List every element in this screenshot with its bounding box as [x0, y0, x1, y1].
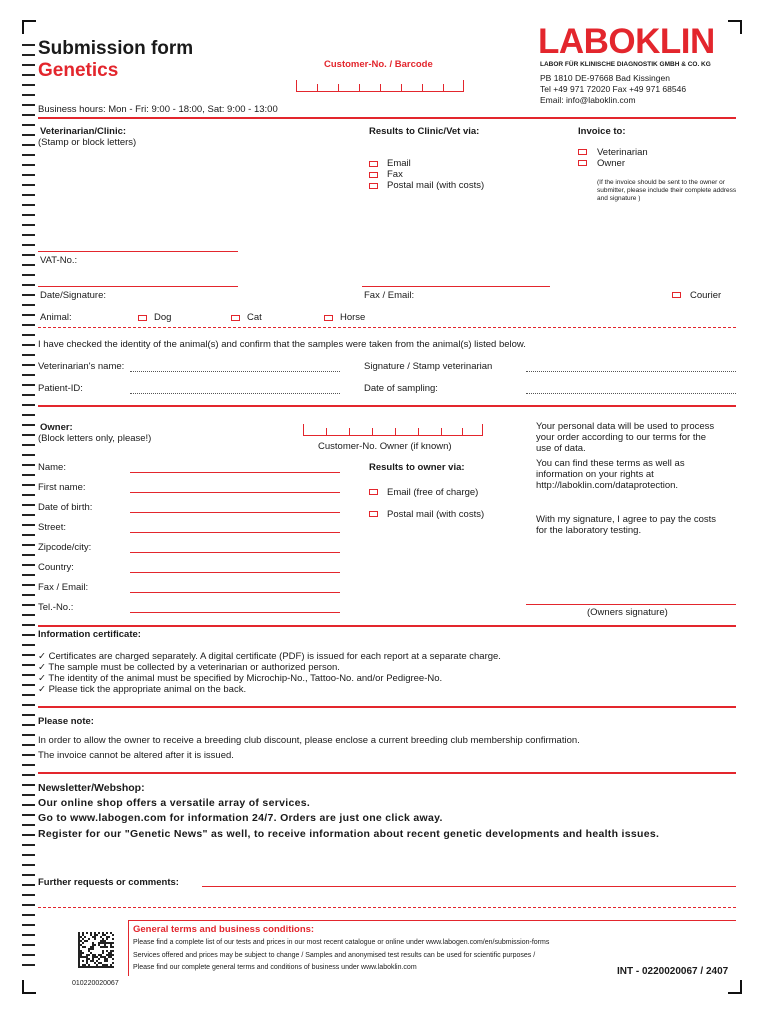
edge-tick — [22, 334, 35, 336]
results-postal-label: Postal mail (with costs) — [387, 180, 485, 191]
invoice-owner-label: Owner — [597, 158, 625, 169]
please-note-line: In order to allow the owner to receive a breeding club discount, please enclose a current breeding club membership confirmation. — [38, 735, 580, 746]
edge-tick — [22, 484, 35, 486]
edge-tick — [22, 784, 35, 786]
animal-cat-checkbox[interactable] — [231, 315, 240, 321]
edge-tick — [22, 274, 35, 276]
edge-tick — [22, 834, 35, 836]
edge-tick — [22, 794, 35, 796]
edge-tick — [22, 744, 35, 746]
results-fax-label: Fax — [387, 169, 403, 180]
newsletter-line: Our online shop offers a versatile array of services. — [38, 797, 311, 809]
edge-tick — [22, 504, 35, 506]
edge-tick — [22, 264, 35, 266]
edge-tick — [22, 574, 35, 576]
edge-tick — [22, 594, 35, 596]
edge-tick — [22, 104, 35, 106]
date-signature-label: Date/Signature: — [40, 290, 107, 301]
edge-tick — [22, 184, 35, 186]
edge-tick — [22, 524, 35, 526]
further-requests-field-line2[interactable] — [38, 907, 736, 908]
edge-tick — [22, 374, 35, 376]
results-owner-email-label: Email (free of charge) — [387, 487, 479, 498]
business-hours: Business hours: Mon - Fri: 9:00 - 18:00, Sat: 9:00 - 13:00 — [38, 104, 278, 115]
edge-tick — [22, 304, 35, 306]
edge-tick — [22, 44, 35, 46]
results-email-label: Email — [387, 158, 411, 169]
corner-mark-top-right — [728, 20, 742, 34]
edge-tick — [22, 654, 35, 656]
edge-tick — [22, 854, 35, 856]
company-name: LABOR FÜR KLINISCHE DIAGNOSTIK GMBH & CO. KG — [540, 61, 711, 68]
edge-tick — [22, 214, 35, 216]
edge-tick — [22, 874, 35, 876]
edge-tick — [22, 414, 35, 416]
edge-tick — [22, 94, 35, 96]
owner-field-input[interactable] — [130, 512, 340, 513]
owner-field-label: Date of birth: — [38, 502, 93, 513]
edge-tick — [22, 234, 35, 236]
invoice-note: (If the invoice should be sent to the owner or submitter, please include their complete address and signature ) — [597, 179, 737, 202]
customer-no-barcode-field[interactable] — [296, 80, 464, 92]
courier-checkbox[interactable] — [672, 292, 681, 298]
edge-tick — [22, 674, 35, 676]
edge-tick — [22, 634, 35, 636]
edge-tick — [22, 114, 35, 116]
edge-tick — [22, 434, 35, 436]
edge-tick — [22, 724, 35, 726]
results-via-label: Results to Clinic/Vet via: — [369, 126, 480, 137]
edge-tick — [22, 884, 35, 886]
edge-tick — [22, 864, 35, 866]
edge-tick — [22, 74, 35, 76]
date-sampling-field[interactable] — [526, 393, 736, 394]
edge-tick — [22, 144, 35, 146]
owner-field-input[interactable] — [130, 552, 340, 553]
vat-label: VAT-No.: — [40, 255, 78, 266]
animal-horse-checkbox[interactable] — [324, 315, 333, 321]
edge-tick — [22, 494, 35, 496]
laboklin-logo: LABOKLIN — [538, 22, 715, 61]
edge-tick — [22, 464, 35, 466]
edge-tick — [22, 394, 35, 396]
page-subtitle: Genetics — [38, 60, 119, 81]
edge-tick — [22, 154, 35, 156]
edge-tick — [22, 704, 35, 706]
edge-tick — [22, 174, 35, 176]
edge-tick — [22, 914, 35, 916]
divider — [38, 327, 736, 328]
identity-statement: I have checked the identity of the animal(s) and confirm that the samples were taken from the animal(s) listed below. — [38, 339, 526, 350]
results-owner-email-checkbox[interactable] — [369, 489, 378, 495]
edge-tick — [22, 354, 35, 356]
edge-tick — [22, 424, 35, 426]
owner-field-label: Street: — [38, 522, 66, 533]
invoice-to-label: Invoice to: — [578, 126, 626, 137]
edge-tick — [22, 404, 35, 406]
edge-tick — [22, 454, 35, 456]
edge-tick — [22, 664, 35, 666]
corner-mark-bottom-right — [728, 980, 742, 994]
edge-tick — [22, 684, 35, 686]
animal-dog-checkbox[interactable] — [138, 315, 147, 321]
results-postal-checkbox[interactable] — [369, 183, 378, 189]
info-certificate-item: ✓ The identity of the animal must be specified by Microchip-No., Tattoo-No. and/or Pedigree-No. — [38, 673, 443, 684]
barcode-number: 010220020067 — [72, 980, 119, 987]
edge-tick — [22, 894, 35, 896]
company-email: Email: info@laboklin.com — [540, 95, 636, 105]
vat-line — [38, 251, 238, 252]
edge-tick — [22, 194, 35, 196]
divider — [38, 625, 736, 627]
edge-tick — [22, 964, 35, 966]
edge-tick — [22, 344, 35, 346]
invoice-veterinarian-checkbox[interactable] — [578, 149, 587, 155]
animal-horse-label: Horse — [340, 312, 366, 323]
vet-name-label: Veterinarian's name: — [38, 361, 125, 372]
owner-field-input[interactable] — [130, 472, 340, 473]
edge-tick — [22, 934, 35, 936]
edge-tick — [22, 924, 35, 926]
divider — [38, 772, 736, 774]
customer-no-owner-field[interactable] — [303, 424, 483, 436]
agree-text: With my signature, I agree to pay the costs for the laboratory testing. — [536, 514, 717, 536]
edge-tick — [22, 954, 35, 956]
edge-tick — [22, 604, 35, 606]
edge-tick — [22, 734, 35, 736]
edge-tick — [22, 804, 35, 806]
newsletter-line: Go to www.labogen.com for information 24/7. Orders are just one click away. — [38, 812, 443, 824]
edge-tick — [22, 244, 35, 246]
company-address: PB 1810 DE-97668 Bad Kissingen — [540, 73, 670, 83]
edge-tick — [22, 844, 35, 846]
results-owner-label: Results to owner via: — [369, 462, 465, 473]
divider — [38, 117, 736, 119]
edge-tick — [22, 584, 35, 586]
owner-field-label: Fax / Email: — [38, 582, 89, 593]
edge-tick — [22, 64, 35, 66]
page-title: Submission form — [38, 38, 194, 59]
results-owner-postal-label: Postal mail (with costs) — [387, 509, 485, 520]
edge-tick — [22, 474, 35, 476]
vet-name-field[interactable] — [130, 371, 340, 372]
results-owner-postal-checkbox[interactable] — [369, 511, 378, 517]
info-certificate-label: Information certificate: — [38, 629, 141, 640]
edge-tick — [22, 284, 35, 286]
edge-tick — [22, 624, 35, 626]
animal-dog-label: Dog — [154, 312, 172, 323]
animal-cat-label: Cat — [247, 312, 262, 323]
edge-tick — [22, 294, 35, 296]
results-email-checkbox[interactable] — [369, 161, 378, 167]
privacy-rights-text: You can find these terms as well as information on your rights at http://laboklin.com/dataprotection. — [536, 458, 685, 491]
newsletter-line: Register for our "Genetic News" as well, to receive information about recent genetic developments and health issues. — [38, 828, 660, 840]
edge-tick — [22, 764, 35, 766]
edge-tick — [22, 364, 35, 366]
owner-field-label: Zipcode/city: — [38, 542, 92, 553]
edge-tick — [22, 544, 35, 546]
please-note-line: The invoice cannot be altered after it is issued. — [38, 750, 234, 761]
edge-tick — [22, 384, 35, 386]
edge-tick — [22, 164, 35, 166]
edge-tick — [22, 134, 35, 136]
info-certificate-item: ✓ Please tick the appropriate animal on the back. — [38, 684, 247, 695]
results-fax-checkbox[interactable] — [369, 172, 378, 178]
owner-field-input[interactable] — [130, 572, 340, 573]
edge-tick — [22, 254, 35, 256]
owner-field-input[interactable] — [130, 532, 340, 533]
edge-tick — [22, 314, 35, 316]
fax-email-line — [362, 286, 550, 287]
edge-tick — [22, 444, 35, 446]
invoice-veterinarian-label: Veterinarian — [597, 147, 648, 158]
edge-tick — [22, 224, 35, 226]
customer-no-owner-label: Customer-No. Owner (if known) — [318, 441, 452, 452]
info-certificate-item: ✓ Certificates are charged separately. A digital certificate (PDF) is issued for each report at a separate charge. — [38, 651, 501, 662]
please-note-label: Please note: — [38, 716, 94, 727]
vet-clinic-label: Veterinarian/Clinic: — [40, 126, 127, 137]
owner-field-label: Country: — [38, 562, 74, 573]
company-phone-fax: Tel +49 971 72020 Fax +49 971 68546 — [540, 84, 687, 94]
owner-field-input[interactable] — [130, 592, 340, 593]
owner-field-label: Name: — [38, 462, 66, 473]
edge-tick — [22, 904, 35, 906]
terms-line: Please find a complete list of our tests and prices in our most recent catalogue or online under www.labogen.com/en/submission-forms — [133, 939, 550, 946]
owner-hint: (Block letters only, please!) — [38, 433, 152, 444]
newsletter-label: Newsletter/Webshop: — [38, 782, 145, 794]
invoice-owner-checkbox[interactable] — [578, 160, 587, 166]
date-signature-line — [38, 286, 238, 287]
owner-field-label: Tel.-No.: — [38, 602, 74, 613]
edge-tick — [22, 564, 35, 566]
signature-stamp-field[interactable] — [526, 371, 736, 372]
owner-signature-label: (Owners signature) — [587, 607, 668, 618]
edge-tick — [22, 774, 35, 776]
edge-tick — [22, 944, 35, 946]
divider — [38, 405, 736, 407]
further-requests-field[interactable] — [202, 886, 736, 887]
corner-mark-bottom-left — [22, 980, 36, 994]
edge-tick — [22, 694, 35, 696]
edge-tick — [22, 514, 35, 516]
owner-field-label: First name: — [38, 482, 86, 493]
privacy-text: Your personal data will be used to process your order according to our terms for the use of data. — [536, 421, 715, 454]
edge-tick — [22, 204, 35, 206]
fax-email-label: Fax / Email: — [364, 290, 415, 301]
owner-label: Owner: — [40, 422, 73, 433]
edge-tick — [22, 84, 35, 86]
form-code: INT - 0220020067 / 2407 — [617, 966, 729, 977]
owner-field-input[interactable] — [130, 612, 340, 613]
edge-tick — [22, 644, 35, 646]
datamatrix-barcode — [78, 932, 114, 968]
signature-stamp-label: Signature / Stamp veterinarian — [364, 361, 493, 372]
date-sampling-label: Date of sampling: — [364, 383, 438, 394]
vet-clinic-hint: (Stamp or block letters) — [38, 137, 137, 148]
patient-id-label: Patient-ID: — [38, 383, 83, 394]
edge-tick — [22, 824, 35, 826]
terms-line: Please find our complete general terms and conditions of business under www.laboklin.com — [133, 964, 417, 971]
edge-tick — [22, 324, 35, 326]
edge-tick — [22, 554, 35, 556]
edge-tick — [22, 54, 35, 56]
terms-title: General terms and business conditions: — [133, 924, 315, 935]
further-requests-label: Further requests or comments: — [38, 877, 179, 888]
patient-id-field[interactable] — [130, 393, 340, 394]
edge-tick — [22, 124, 35, 126]
animal-label: Animal: — [40, 312, 72, 323]
courier-label: Courier — [690, 290, 722, 301]
divider — [38, 706, 736, 708]
edge-tick — [22, 814, 35, 816]
terms-line: Services offered and prices may be subject to change / Samples and anonymised test results can be used for scientific purposes / — [133, 952, 536, 959]
owner-field-input[interactable] — [130, 492, 340, 493]
edge-tick — [22, 754, 35, 756]
edge-tick — [22, 534, 35, 536]
customer-no-label: Customer-No. / Barcode — [324, 59, 433, 70]
owner-signature-field[interactable] — [526, 604, 736, 605]
info-certificate-item: ✓ The sample must be collected by a veterinarian or authorized person. — [38, 662, 340, 673]
corner-mark-top-left — [22, 20, 36, 34]
edge-tick — [22, 714, 35, 716]
edge-tick — [22, 614, 35, 616]
